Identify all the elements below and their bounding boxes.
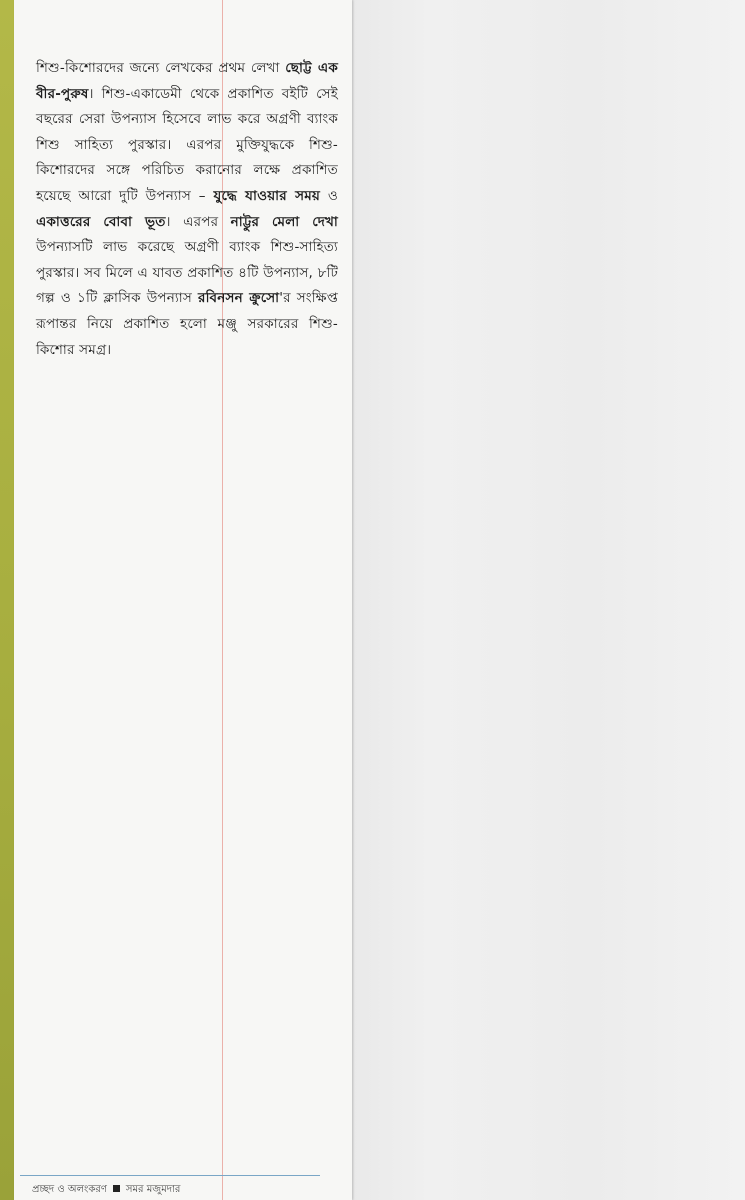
book-title-juddhe-jaowar-somoy: যুদ্ধে যাওয়ার সময় bbox=[213, 187, 321, 204]
text-segment: উপন্যাসটি লাভ করেছে অগ্রণী ব্যাংক শিশু-সাহিত্য পুরস্কার। সব মিলে এ যাবত প্রকাশিত ৪টি উপন্যাস, ৮টি গল্প ও ১টি ক্লাসিক উপন্যাস bbox=[36, 239, 338, 307]
text-segment: শিশু-কিশোরদের জন্যে লেখকের প্রথম লেখা bbox=[36, 60, 280, 76]
facing-blank-page bbox=[352, 0, 745, 1200]
text-segment: । শিশু-একাডেমী থেকে প্রকাশিত বইটি সেই বছরের সেরা উপন্যাস হিসেবে লাভ করে অগ্রণী ব্যাংক শিশু সাহিত্য পুরস্কার। এরপর মুক্তিযুদ্ধকে শিশু-কিশোরদের সঙ্গে পরিচিত করানোর লক্ষে প্রকাশিত হয়েছে আরো দুটি উপন্যাস – bbox=[36, 85, 338, 204]
square-bullet-icon bbox=[113, 1185, 120, 1192]
text-segment: 'র সংক্ষিপ্ত রূপান্তর নিয়ে প্রকাশিত হলো মঞ্জু সরকারের শিশু-কিশোর সমগ্র। bbox=[36, 290, 338, 358]
text-segment: ও bbox=[327, 187, 339, 204]
footer-rule bbox=[20, 1175, 320, 1176]
text-segment: । এরপর bbox=[165, 213, 219, 230]
book-title-ekattorer-boba-bhut: একাত্তরের বোবা ভূত bbox=[36, 213, 166, 230]
book-title-robinson-crusoe: রবিনসন ক্রুসো bbox=[198, 290, 280, 307]
flap-paragraph bbox=[36, 56, 338, 363]
book-title-nattur-mela-dekha: নাট্টুর মেলা দেখা bbox=[230, 213, 339, 230]
book-title-chhotto-ek-bir-purush: ছোট্ট এক বীর-পুরুষ bbox=[36, 60, 338, 102]
credit-label: প্রচ্ছদ ও অলংকরণ bbox=[32, 1184, 107, 1195]
cover-credit bbox=[32, 1182, 180, 1199]
credit-artist-name: সমর মজুমদার bbox=[125, 1184, 181, 1195]
